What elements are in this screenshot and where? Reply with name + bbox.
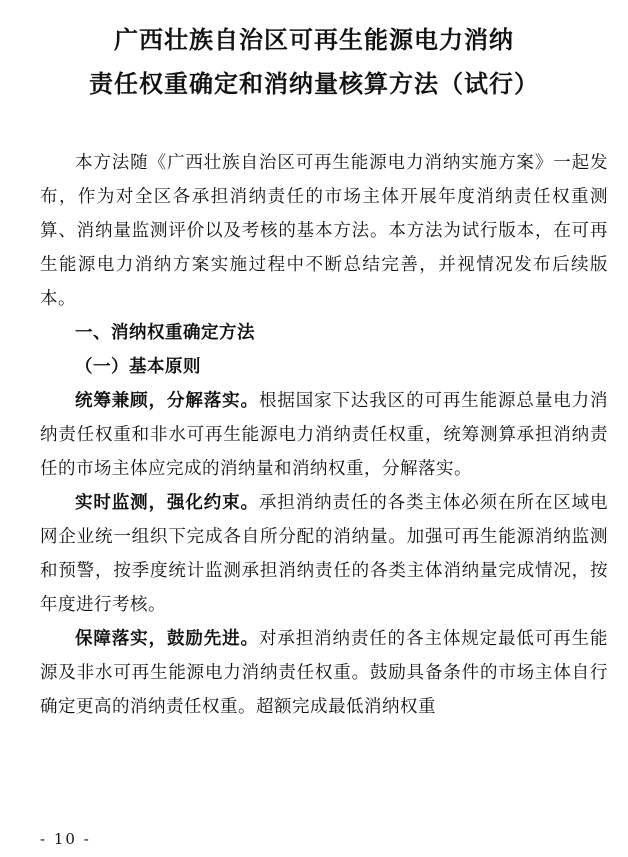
document-title-line-1: 广西壮族自治区可再生能源电力消纳 <box>114 25 514 54</box>
principle-paragraph-3 <box>40 622 608 724</box>
principle-text-3: 对承担消纳责任的各主体规定最低可再生能源及非水可再生能源电力消纳责任权重。鼓励具备条件的市场主体自行确定更高的消纳责任权重。超额完成最低消纳权重 <box>40 629 609 717</box>
subsection-heading: （一）基本原则 <box>75 357 201 377</box>
principle-lead-1: 统筹兼顾，分解落实。 <box>75 391 259 411</box>
principle-text-1: 根据国家下达我区的可再生能源总量电力消纳责任权重和非水可再生能源电力消纳责任权重，统筹测算承担消纳责任的市场主体应完成的消纳量和消纳权重，分解落实。 <box>40 391 609 479</box>
principle-lead-2: 实时监测，强化约束。 <box>75 493 259 513</box>
page-number: - 10 - <box>40 830 91 848</box>
document-body <box>40 146 608 724</box>
document-title-line-2: 责任权重确定和消纳量核算方法（试行） <box>89 69 539 98</box>
principle-paragraph-1 <box>40 384 608 486</box>
principle-paragraph-2 <box>40 486 608 622</box>
principle-text-2: 承担消纳责任的各类主体必须在所在区域电网企业统一组织下完成各自所分配的消纳量。加强可再生能源消纳监测和预警，按季度统计监测承担消纳责任的各类主体消纳量完成情况，按年度进行考核。 <box>40 493 609 615</box>
principle-lead-3: 保障落实，鼓励先进。 <box>75 629 259 649</box>
section-heading: 一、消纳权重确定方法 <box>75 323 255 343</box>
intro-paragraph: 本方法随《广西壮族自治区可再生能源电力消纳实施方案》一起发布，作为对全区各承担消纳责任的市场主体开展年度消纳责任权重测算、消纳量监测评价以及考核的基本方法。本方法为试行版本，在可再生能源电力消纳方案实施过程中不断总结完善，并视情况发布后续版本。 <box>40 153 608 309</box>
